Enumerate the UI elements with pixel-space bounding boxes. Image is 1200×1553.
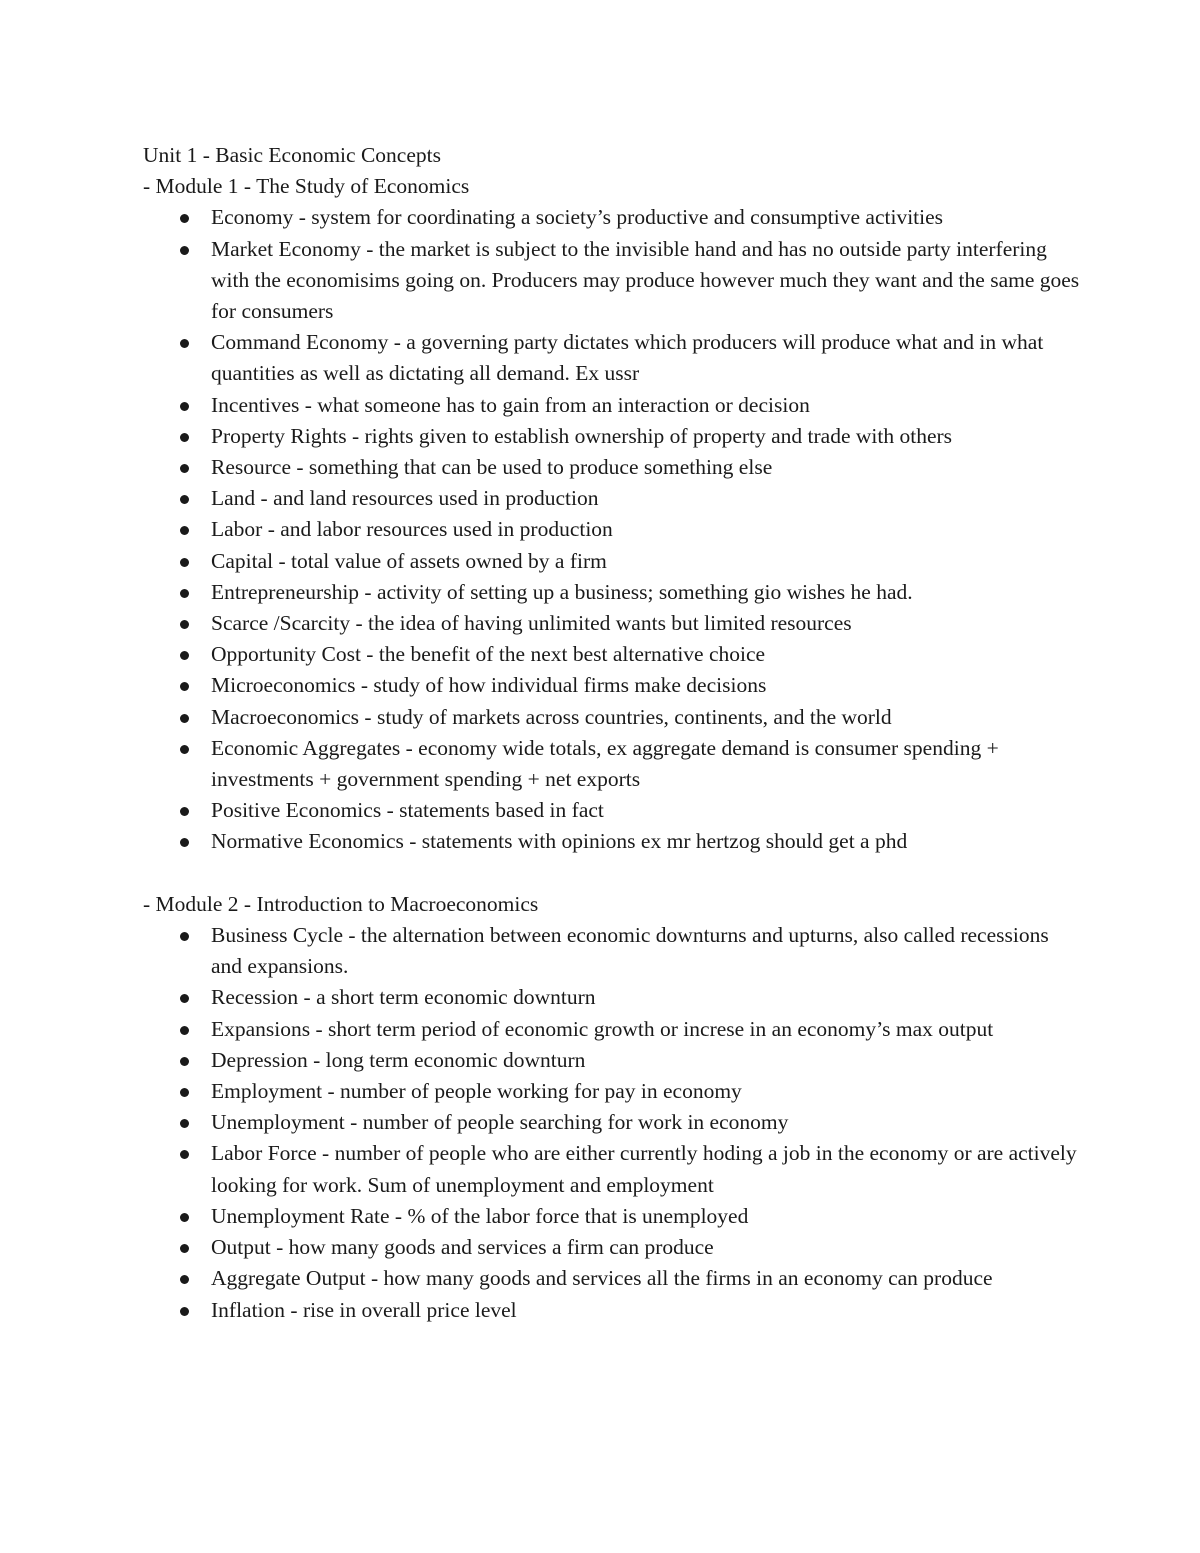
list-item-text: Inflation - rise in overall price level bbox=[211, 1297, 517, 1322]
list-item bbox=[143, 1295, 1083, 1326]
list-item-text: Scarce /Scarcity - the idea of having unlimited wants but limited resources bbox=[211, 611, 852, 636]
list-item bbox=[143, 1076, 1083, 1107]
list-item-text: Depression - long term economic downturn bbox=[211, 1047, 586, 1072]
list-item bbox=[143, 483, 1083, 514]
list-item bbox=[143, 514, 1083, 545]
module-1-heading: - Module 1 - The Study of Economics bbox=[143, 174, 470, 199]
document-page bbox=[143, 140, 1083, 1326]
list-item bbox=[143, 390, 1083, 421]
list-item-text: Capital - total value of assets owned by a firm bbox=[211, 548, 607, 573]
list-item-text: Business Cycle - the alternation between economic downturns and upturns, also called recessions and expansions. bbox=[211, 923, 1049, 979]
bullet-icon bbox=[180, 1275, 189, 1284]
list-item bbox=[143, 733, 1083, 795]
bullet-icon bbox=[180, 214, 189, 223]
list-item bbox=[143, 1232, 1083, 1263]
bullet-icon bbox=[180, 526, 189, 535]
list-item bbox=[143, 639, 1083, 670]
bullet-icon bbox=[180, 838, 189, 847]
unit-title: Unit 1 - Basic Economic Concepts bbox=[143, 143, 441, 167]
bullet-icon bbox=[180, 1088, 189, 1097]
bullet-icon bbox=[180, 1307, 189, 1316]
list-item-text: Labor - and labor resources used in production bbox=[211, 517, 613, 542]
list-item bbox=[143, 452, 1083, 483]
module-2-heading: - Module 2 - Introduction to Macroeconomics bbox=[143, 891, 539, 916]
list-item-text: Output - how many goods and services a firm can produce bbox=[211, 1235, 714, 1260]
bullet-icon bbox=[180, 932, 189, 941]
list-item bbox=[143, 670, 1083, 701]
bullet-icon bbox=[180, 495, 189, 504]
module-2-term-list bbox=[143, 920, 1083, 1326]
list-item bbox=[143, 327, 1083, 389]
list-item-text: Entrepreneurship - activity of setting up a business; something gio wishes he had. bbox=[211, 579, 913, 604]
list-item-text: Resource - something that can be used to produce something else bbox=[211, 455, 773, 480]
list-item bbox=[143, 608, 1083, 639]
module-1-term-list bbox=[143, 202, 1083, 857]
bullet-icon bbox=[180, 1119, 189, 1128]
list-item bbox=[143, 795, 1083, 826]
list-item-text: Microeconomics - study of how individual firms make decisions bbox=[211, 673, 767, 698]
list-item-text: Expansions - short term period of economic growth or increse in an economy’s max output bbox=[211, 1016, 994, 1041]
list-item bbox=[143, 546, 1083, 577]
bullet-icon bbox=[180, 558, 189, 567]
bullet-icon bbox=[180, 745, 189, 754]
list-item-text: Labor Force - number of people who are either currently hoding a job in the economy or are actively looking for work. Sum of unemployment and employment bbox=[211, 1141, 1077, 1197]
list-item bbox=[143, 202, 1083, 233]
list-item bbox=[143, 1107, 1083, 1138]
list-item bbox=[143, 1045, 1083, 1076]
list-item-text: Market Economy - the market is subject to the invisible hand and has no outside party interfering with the economisims going on. Producers may produce however much they want and the same goes for consumers bbox=[211, 236, 1080, 324]
list-item-text: Incentives - what someone has to gain from an interaction or decision bbox=[211, 392, 810, 417]
list-item-text: Property Rights - rights given to establish ownership of property and trade with others bbox=[211, 423, 953, 448]
list-item-text: Aggregate Output - how many goods and services all the firms in an economy can produce bbox=[211, 1266, 993, 1291]
list-item bbox=[143, 421, 1083, 452]
list-item bbox=[143, 577, 1083, 608]
bullet-icon bbox=[180, 246, 189, 255]
list-item-text: Unemployment Rate - % of the labor force that is unemployed bbox=[211, 1203, 749, 1228]
bullet-icon bbox=[180, 714, 189, 723]
list-item-text: Opportunity Cost - the benefit of the next best alternative choice bbox=[211, 642, 766, 667]
bullet-icon bbox=[180, 994, 189, 1003]
list-item-text: Land - and land resources used in production bbox=[211, 486, 599, 511]
bullet-icon bbox=[180, 1057, 189, 1066]
bullet-icon bbox=[180, 1213, 189, 1222]
list-item bbox=[143, 920, 1083, 982]
list-item bbox=[143, 1201, 1083, 1232]
bullet-icon bbox=[180, 620, 189, 629]
list-item bbox=[143, 982, 1083, 1013]
list-item bbox=[143, 826, 1083, 857]
list-item bbox=[143, 1263, 1083, 1294]
bullet-icon bbox=[180, 1244, 189, 1253]
list-item bbox=[143, 234, 1083, 328]
list-item-text: Macroeconomics - study of markets across countries, continents, and the world bbox=[211, 704, 892, 729]
list-item-text: Unemployment - number of people searching for work in economy bbox=[211, 1110, 789, 1135]
list-item bbox=[143, 1138, 1083, 1200]
bullet-icon bbox=[180, 1026, 189, 1035]
bullet-icon bbox=[180, 433, 189, 442]
list-item bbox=[143, 702, 1083, 733]
list-item-text: Recession - a short term economic downturn bbox=[211, 985, 596, 1010]
section-spacer bbox=[143, 858, 1083, 889]
list-item bbox=[143, 1014, 1083, 1045]
list-item-text: Positive Economics - statements based in fact bbox=[211, 798, 604, 823]
bullet-icon bbox=[180, 339, 189, 348]
list-item-text: Normative Economics - statements with opinions ex mr hertzog should get a phd bbox=[211, 829, 908, 854]
bullet-icon bbox=[180, 682, 189, 691]
bullet-icon bbox=[180, 464, 189, 473]
bullet-icon bbox=[180, 807, 189, 816]
list-item-text: Employment - number of people working for pay in economy bbox=[211, 1079, 742, 1104]
bullet-icon bbox=[180, 1150, 189, 1159]
list-item-text: Economic Aggregates - economy wide totals, ex aggregate demand is consumer spending + investments + government spending + net exports bbox=[211, 735, 999, 792]
list-item-text: Economy - system for coordinating a society’s productive and consumptive activities bbox=[211, 205, 944, 230]
bullet-icon bbox=[180, 589, 189, 598]
bullet-icon bbox=[180, 651, 189, 660]
list-item-text: Command Economy - a governing party dictates which producers will produce what and in what quantities as well as dictating all demand. Ex ussr bbox=[211, 330, 1044, 386]
bullet-icon bbox=[180, 402, 189, 411]
